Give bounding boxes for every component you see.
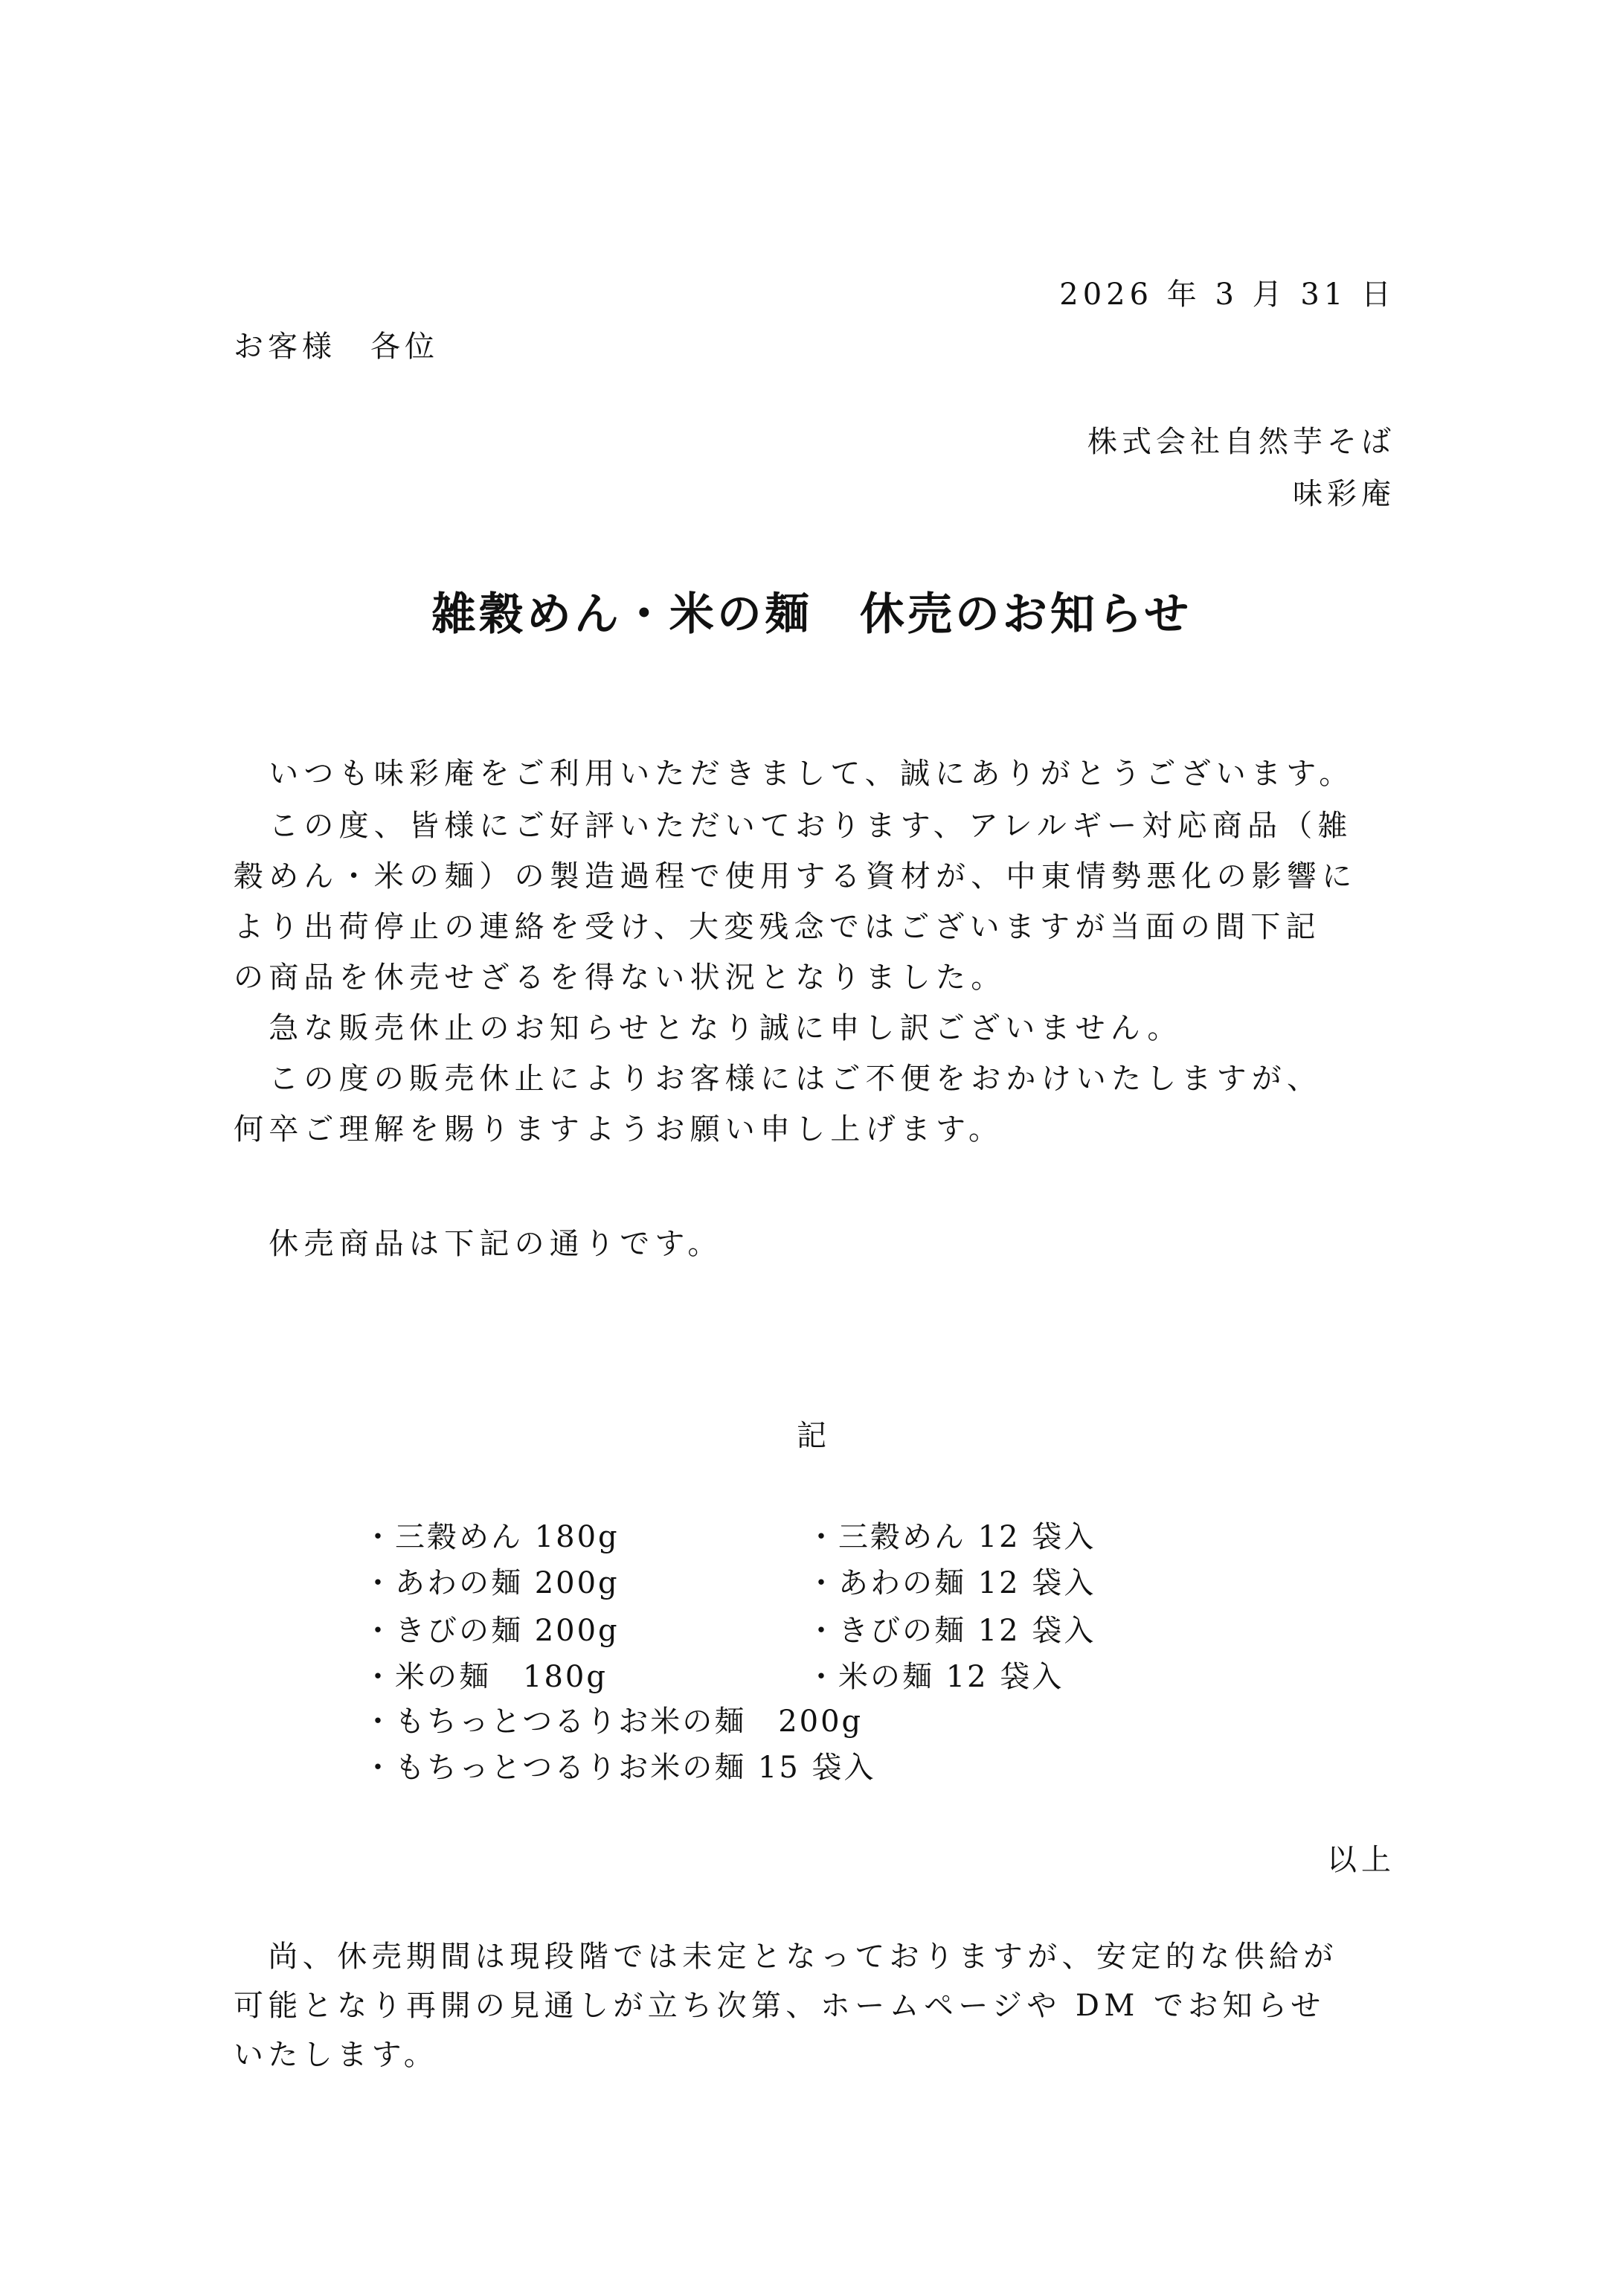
list-item: ・あわの麺 200g bbox=[363, 1566, 620, 1600]
company-name: 株式会社自然芋そば bbox=[1087, 425, 1395, 459]
list-item: ・きびの麺 200g bbox=[363, 1614, 620, 1648]
shop-name: 味彩庵 bbox=[1293, 477, 1395, 511]
list-item: ・もちっとつるりお米の麺 200g bbox=[363, 1705, 864, 1739]
closing-mark: 以上 bbox=[1327, 1843, 1395, 1877]
list-item: ・米の麺 12 袋入 bbox=[806, 1660, 1064, 1694]
ki-heading: 記 bbox=[797, 1419, 826, 1453]
body-line: この度、皆様にご好評いただいております、アレルギー対応商品（雑 bbox=[234, 809, 1353, 843]
list-item: ・米の麺 180g bbox=[363, 1660, 608, 1694]
body-line: の商品を休売せざるを得ない状況となりました。 bbox=[234, 961, 1006, 995]
footer-line: いたします。 bbox=[234, 2038, 439, 2072]
list-item: ・三穀めん 180g bbox=[363, 1520, 620, 1554]
document-date: 2026 年 3 月 31 日 bbox=[1059, 278, 1395, 312]
body-line: より出荷停止の連絡を受け、大変残念ではございますが当面の間下記 bbox=[234, 910, 1321, 944]
page-title: 雑穀めん・米の麺 休売のお知らせ bbox=[431, 589, 1192, 641]
body-line: この度の販売休止によりお客様にはご不便をおかけいたしますが、 bbox=[234, 1062, 1322, 1096]
body-line: いつも味彩庵をご利用いただきまして、誠にありがとうございます。 bbox=[234, 757, 1354, 791]
body-line: 穀めん・米の麺）の製造過程で使用する資材が、中東情勢悪化の影響に bbox=[234, 859, 1357, 894]
list-item: ・あわの麺 12 袋入 bbox=[806, 1566, 1096, 1600]
body-line: 休売商品は下記の通りです。 bbox=[234, 1227, 723, 1261]
body-line: 急な販売休止のお知らせとなり誠に申し訳ございません。 bbox=[234, 1011, 1183, 1045]
footer-line: 可能となり再開の見通しが立ち次第、ホームページや DM でお知らせ bbox=[234, 1989, 1325, 2023]
list-item: ・もちっとつるりお米の麺 15 袋入 bbox=[363, 1751, 876, 1785]
recipient: お客様 各位 bbox=[234, 330, 439, 364]
list-item: ・きびの麺 12 袋入 bbox=[806, 1614, 1096, 1648]
footer-line: 尚、休売期間は現段階では未定となっておりますが、安定的な供給が bbox=[234, 1940, 1338, 1974]
list-item: ・三穀めん 12 袋入 bbox=[806, 1520, 1096, 1554]
body-line: 何卒ご理解を賜りますようお願い申し上げます。 bbox=[234, 1112, 1004, 1147]
